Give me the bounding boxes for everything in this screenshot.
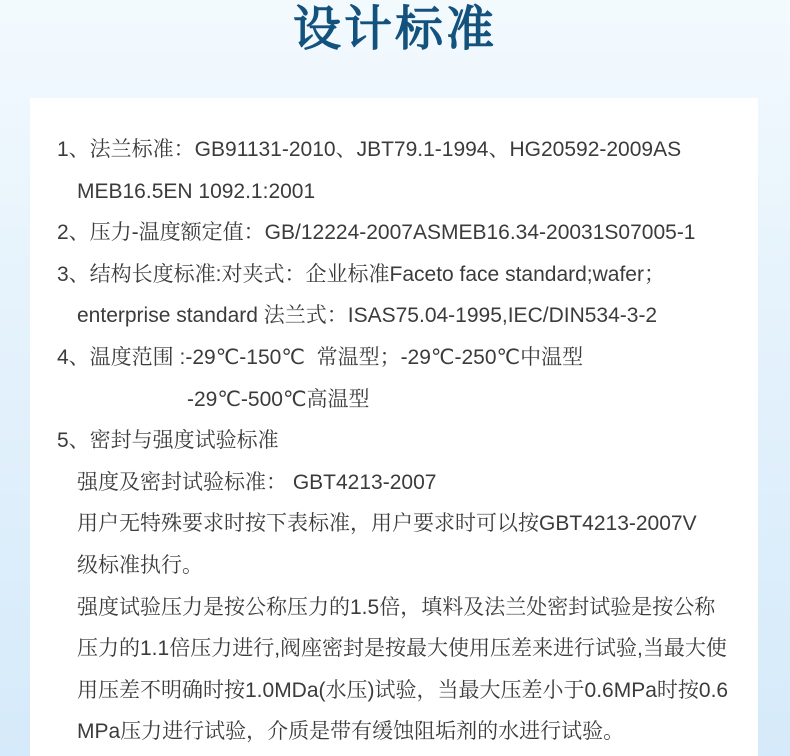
document-line-6: 4、温度范围 :-29℃-150℃ 常温型；-29℃-250℃中温型 — [57, 345, 584, 369]
page-title: 设计标准 — [292, 3, 497, 56]
page-header — [0, 0, 790, 98]
document-line-12: 强度试验压力是按公称压力的1.5倍，填料及法兰处密封试验是按公称 — [77, 595, 716, 619]
document-line-1: 1、法兰标准：GB91131-2010、JBT79.1-1994、HG20592-2009AS — [57, 138, 682, 161]
document-line-13: 压力的1.1倍压力进行,阀座密封是按最大使用压差来进行试验,当最大使 — [77, 637, 727, 661]
document-line-7: -29℃-500℃高温型 — [187, 387, 370, 411]
document-line-9: 强度及密封试验标准： GBT4213-2007 — [77, 470, 437, 494]
document-line-8: 5、密封与强度试验标准 — [57, 429, 279, 453]
document-line-10: 用户无特殊要求时按下表标准，用户要求时可以按GBT4213-2007V — [77, 512, 697, 536]
document-line-3: 2、压力-温度额定值：GB/12224-2007ASMEB16.34-20031S07005-1 — [57, 221, 696, 245]
document-line-15: MPa压力进行试验，介质是带有缓蚀阻垢剂的水进行试验。 — [77, 720, 625, 744]
document-line-11: 级标准执行。 — [77, 553, 203, 577]
document-line-14: 用压差不明确时按1.0MDa(水压)试验，当最大压差小于0.6MPa时按0.6 — [77, 678, 729, 702]
document-line-5: enterprise standard 法兰式：ISAS75.04-1995,IEC/DIN534-3-2 — [77, 304, 658, 328]
standards-card — [30, 98, 758, 756]
document-line-4: 3、结构长度标准:对夹式：企业标准Faceto face standard;wafer； — [57, 262, 665, 286]
document-line-2: MEB16.5EN 1092.1:2001 — [77, 179, 316, 203]
